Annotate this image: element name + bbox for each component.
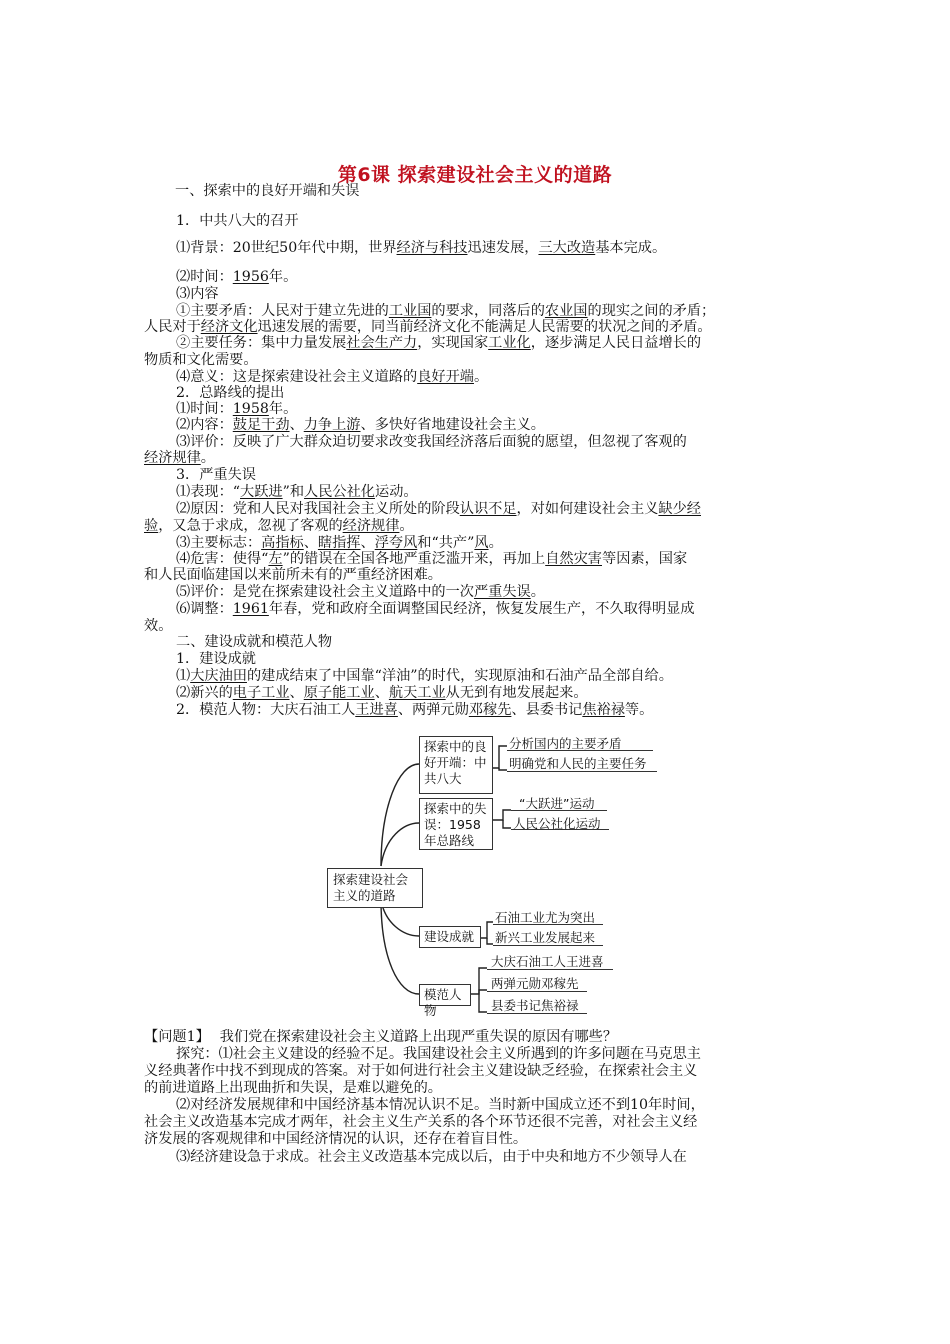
leaf-analyze-contradiction: 分析国内的主要矛盾 — [509, 736, 622, 751]
answer-line: ⑵对经济发展规律和中国经济基本情况认识不足。当时新中国成立还不到10年时间， — [176, 1097, 705, 1113]
mind-map — [323, 728, 663, 1020]
leaf-underline — [507, 771, 657, 772]
question-label: 【问题1】 — [144, 1029, 210, 1045]
general-line-eval1: ⑶评价：反映了广大群众迫切要求改变我国经济落后面貌的愿望，但忽视了客观的 — [176, 434, 687, 450]
main-task-line2: 物质和文化需要。 — [144, 352, 258, 368]
general-line-content: ⑵内容：鼓足干劲、力争上游、多快好省地建设社会主义。 — [176, 417, 545, 433]
leaf-clarify-task: 明确党和人民的主要任务 — [509, 756, 647, 771]
leaf-underline — [507, 750, 653, 751]
mistake-harm2: 和人民面临建国以来前所未有的严重经济困难。 — [144, 567, 442, 583]
model-figures: 2．模范人物：大庆石油工人王进喜、两弹元勋邓稼先、县委书记焦裕禄等。 — [176, 702, 654, 718]
answer-line: 探究：⑴社会主义建设的经验不足。我国建设社会主义所遇到的许多问题在马克思主 — [176, 1046, 701, 1062]
leaf-underline — [487, 1013, 587, 1014]
mistake-cause1: ⑵原因：党和人民对我国社会主义所处的阶段认识不足，对如何建设社会主义缺少经 — [176, 501, 701, 517]
significance-line: ⑷意义：这是探索建设社会主义道路的良好开端。 — [176, 369, 489, 385]
mind-map-branch-achievements: 建设成就 — [419, 926, 481, 948]
mistake-harm1: ⑷危害：使得“左”的错误在全国各地严重泛滥开来，再加上自然灾害等因素，国家 — [176, 551, 688, 567]
mind-map-branch-models: 模范人物 — [419, 984, 471, 1006]
mistake-evaluation: ⑸评价：是党在探索建设社会主义道路中的一次严重失误。 — [176, 584, 545, 600]
main-contradiction-line1: ①主要矛盾：人民对于建立先进的工业国的要求，同落后的农业国的现实之间的矛盾； — [176, 303, 716, 319]
mind-map-branch-good-start: 探索中的良好开端：中共八大 — [419, 736, 493, 794]
leaf-jiao-yulu: 县委书记焦裕禄 — [491, 998, 579, 1013]
leaf-underline — [511, 810, 607, 811]
question-1: 【问题1】 我们党在探索建设社会主义道路上出现严重失误的原因有哪些？ — [144, 1029, 618, 1045]
achievement-industries: ⑵新兴的电子工业、原子能工业、航天工业从无到有地发展起来。 — [176, 685, 588, 701]
subheading-mistakes: 3．严重失误 — [176, 467, 256, 483]
leaf-underline — [493, 924, 603, 925]
general-line-eval2: 经济规律。 — [144, 450, 215, 466]
leaf-communes: 人民公社化运动 — [513, 816, 601, 831]
content-label: ⑶内容 — [176, 286, 219, 302]
answer-line: 济发展的客观规律和中国经济情况的认识，还存在着盲目性。 — [144, 1131, 528, 1147]
leaf-great-leap: “大跃进”运动 — [519, 796, 595, 811]
mind-map-branch-mistake: 探索中的失误：1958年总路线 — [419, 798, 493, 850]
subheading-party-congress: 1．中共八大的召开 — [176, 213, 299, 229]
general-line-time: ⑴时间：1958年。 — [176, 401, 298, 417]
leaf-new-industries: 新兴工业发展起来 — [495, 930, 596, 945]
mistake-cause2: 验，又急于求成，忽视了客观的经济规律。 — [144, 518, 414, 534]
section1-heading: 一、探索中的良好开端和失误 — [175, 183, 360, 199]
background-line: ⑴背景：20世纪50年代中期，世界经济与科技迅速发展，三大改造基本完成。 — [176, 240, 667, 256]
subheading-general-line: 2．总路线的提出 — [176, 385, 285, 401]
leaf-underline — [511, 829, 609, 830]
subheading-achievements: 1．建设成就 — [176, 651, 256, 667]
time-line: ⑵时间：1956年。 — [176, 269, 298, 285]
answer-line: 社会主义改造基本完成才两年，社会主义生产关系的各个环节还很不完善，对社会主义经 — [144, 1114, 698, 1130]
mistake-manifestation: ⑴表现：“大跃进”和人民公社化运动。 — [176, 484, 418, 500]
mistake-signs: ⑶主要标志：高指标、瞎指挥、浮夸风和“共产”风。 — [176, 535, 503, 551]
leaf-underline — [487, 969, 613, 970]
answer-line: 义经典著作中找不到现成的答案。对于如何进行社会主义建设缺乏经验，在探索社会主义 — [144, 1063, 698, 1079]
mind-map-root: 探索建设社会主义的道路 — [327, 868, 423, 908]
section2-heading: 二、建设成就和模范人物 — [176, 634, 333, 650]
main-task-line1: ②主要任务：集中力量发展社会生产力，实现国家工业化，逐步满足人民日益增长的 — [176, 335, 702, 351]
lesson-title: 第6课 探索建设社会主义的道路 — [337, 164, 613, 186]
main-contradiction-line2: 人民对于经济文化迅速发展的需要，同当前经济文化不能满足人民需要的状况之间的矛盾。 — [144, 319, 712, 335]
leaf-oil-industry: 石油工业尤为突出 — [495, 910, 596, 925]
leaf-underline — [487, 991, 587, 992]
adjustment-line1: ⑹调整：1961年春，党和政府全面调整国民经济，恢复发展生产，不久取得明显成 — [176, 601, 695, 617]
answer-line: 的前进道路上出现曲折和失误，是难以避免的。 — [144, 1080, 442, 1096]
answer-line: ⑶经济建设急于求成。社会主义改造基本完成以后，由于中央和地方不少领导人在 — [176, 1149, 687, 1165]
leaf-deng-jiaxian: 两弹元勋邓稼先 — [491, 976, 579, 991]
leaf-wang-jinxi: 大庆石油工人王进喜 — [491, 954, 604, 969]
achievement-daqing: ⑴大庆油田的建成结束了中国靠“洋油”的时代，实现原油和石油产品全部自给。 — [176, 668, 673, 684]
leaf-underline — [493, 945, 603, 946]
adjustment-line2: 效。 — [144, 618, 173, 634]
